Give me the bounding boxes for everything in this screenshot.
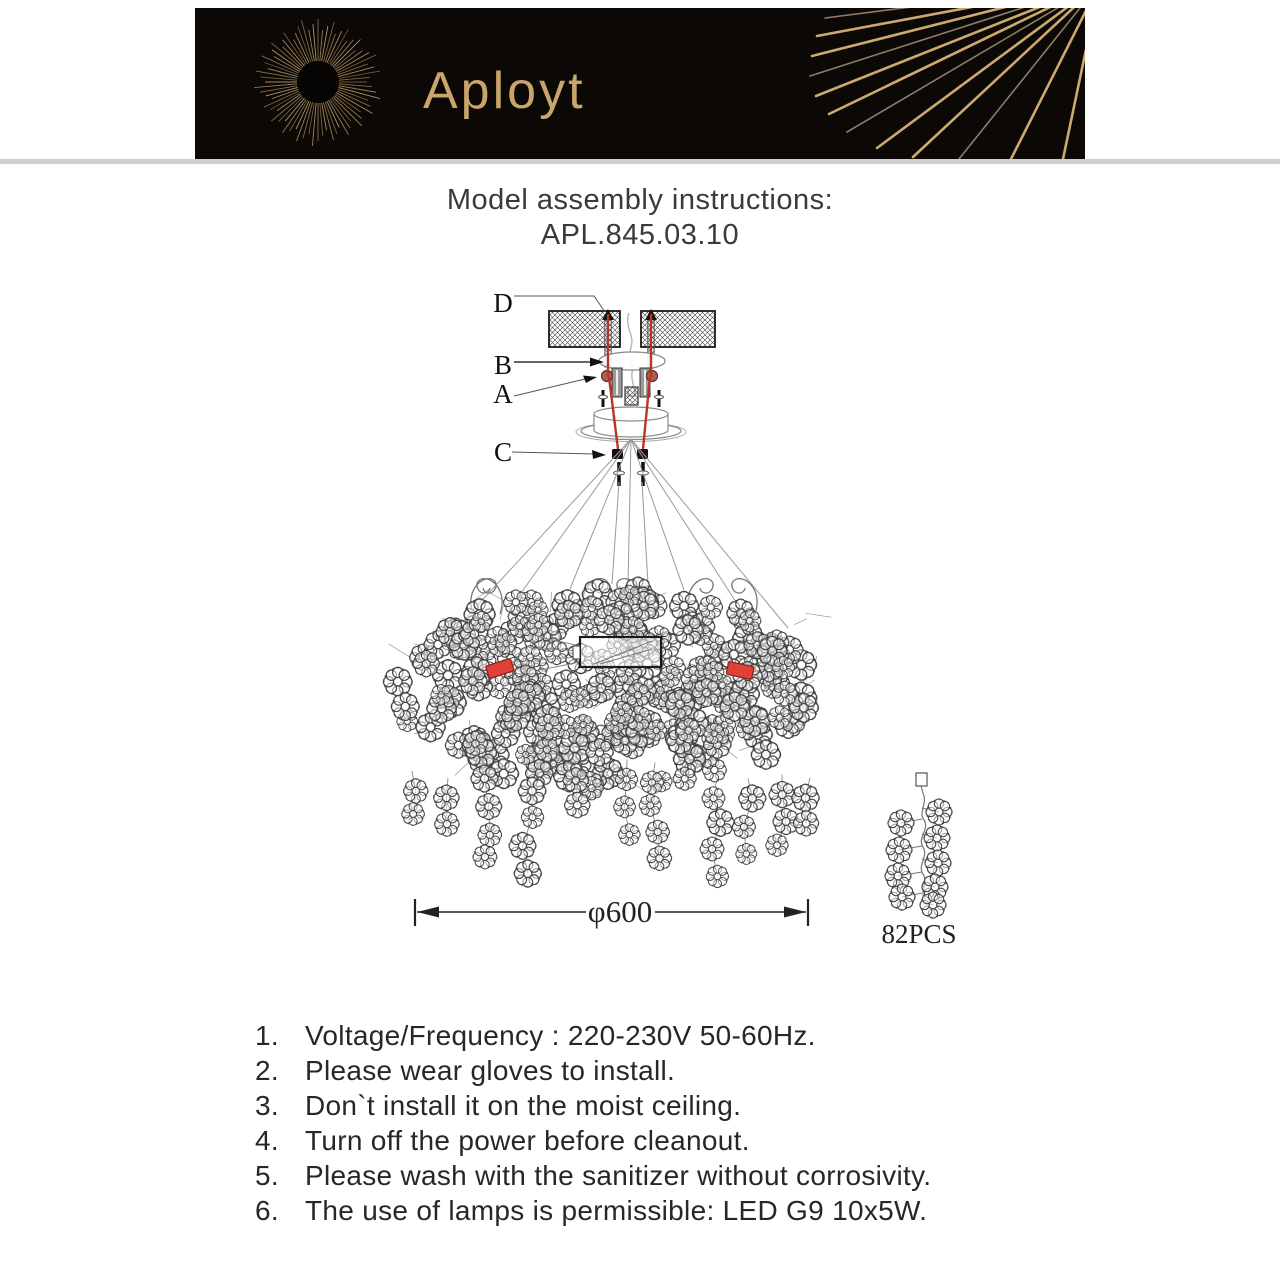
instruction-number: 4. [255,1125,279,1156]
diagram-label-b: B [493,350,513,380]
brand-name: Aployt [423,62,586,120]
instruction-item [255,1057,931,1085]
instruction-number: 3. [255,1090,279,1121]
diagram-label-a: A [493,379,513,409]
diagram-label-d: D [493,288,513,318]
instruction-text: Voltage/Frequency : 220-230V 50-60Hz. [305,1020,816,1051]
instructions-list [255,1022,931,1232]
instruction-item [255,1197,931,1225]
parts-strand [881,773,956,949]
instruction-number: 5. [255,1160,279,1191]
instruction-text: Please wear gloves to install. [305,1055,676,1086]
diagram-label-c: C [493,437,513,467]
instruction-item [255,1092,931,1120]
instruction-text: Please wash with the sanitizer without corrosivity. [305,1160,932,1191]
power-wire [628,313,634,387]
parts-count-label: 82PCS [881,919,957,949]
instruction-number: 6. [255,1195,279,1226]
instruction-item [255,1022,931,1050]
instruction-text: The use of lamps is permissible: LED G9 10x5W. [305,1195,928,1226]
instruction-text: Don`t install it on the moist ceiling. [305,1090,742,1121]
instruction-item [255,1162,931,1190]
canopy [576,407,686,442]
instruction-number: 1. [255,1020,279,1051]
dimension-line [415,894,808,929]
instruction-item [255,1127,931,1155]
dimension-label: φ600 [587,894,653,929]
instruction-number: 2. [255,1055,279,1086]
model-number: APL.845.03.10 [540,219,740,251]
page-title: Model assembly instructions: [446,184,834,216]
chandelier-body [383,577,819,888]
instruction-text: Turn off the power before cleanout. [305,1125,750,1156]
